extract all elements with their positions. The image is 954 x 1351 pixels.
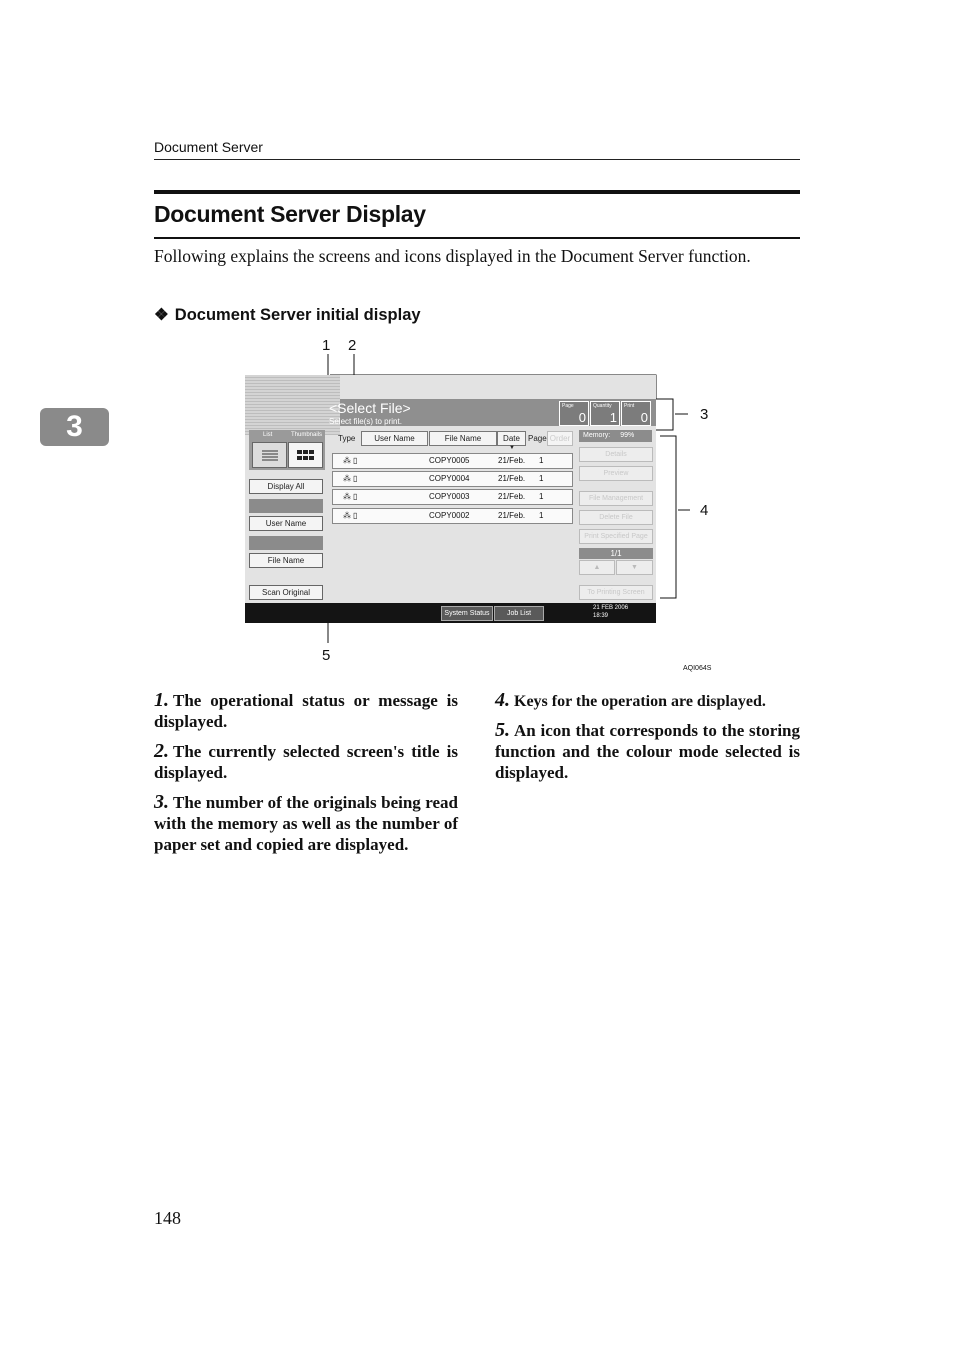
print-counter-value: 0 (640, 410, 648, 425)
callout-4: 4 (700, 502, 709, 519)
column-user-name[interactable]: User Name (361, 431, 428, 446)
callout-3: 3 (700, 406, 709, 423)
delete-file-button[interactable]: Delete File (579, 510, 653, 525)
intro-paragraph: Following explains the screens and icons displayed in the Document Server function. (154, 246, 751, 266)
chapter-tab: 3 (40, 408, 109, 446)
column-date[interactable]: Date (497, 431, 526, 446)
item-number: 4. (495, 689, 510, 711)
file-pages-cell: 1 (539, 456, 544, 465)
scan-original-button[interactable]: Scan Original (249, 585, 323, 600)
item-number: 2. (154, 740, 169, 762)
file-pages-cell: 1 (539, 511, 544, 520)
sub-heading-text: Document Server initial display (174, 306, 421, 324)
job-list-button[interactable]: Job List (494, 606, 544, 621)
tab-thumbnails-label: Thumbnails (291, 432, 323, 438)
page-number: 148 (154, 1208, 181, 1228)
item-4 (495, 690, 800, 712)
triangle-up-icon: ▲ (593, 564, 601, 571)
triangle-down-icon: ▼ (631, 564, 638, 571)
page-counter-value: 0 (578, 410, 586, 425)
document-icon: ▯ (353, 456, 358, 465)
system-time: 18:39 (593, 613, 609, 619)
file-management-button[interactable]: File Management (579, 491, 653, 506)
file-date-cell: 21/Feb. (498, 474, 526, 483)
item-number: 1. (154, 689, 169, 711)
quantity-counter-value: 1 (609, 410, 617, 425)
page-counter-label: Page (562, 403, 574, 409)
item-text: An icon that corresponds to the storing function and the colour mode selected is displayed. (495, 721, 800, 782)
file-name-cell: COPY0002 (429, 511, 470, 520)
page-down-button[interactable] (616, 560, 653, 575)
document-icon: ▯ (353, 474, 358, 483)
user-name-button[interactable]: User Name (249, 516, 323, 531)
column-type: Type (338, 434, 356, 443)
figure-code: AQI064S (683, 665, 712, 672)
item-text: Keys for the operation are displayed. (514, 693, 766, 710)
page-up-button[interactable] (579, 560, 615, 575)
list-icon (253, 443, 286, 467)
file-date-cell: 21/Feb. (498, 492, 526, 501)
file-pages-cell: 1 (539, 474, 544, 483)
page-counter (559, 401, 589, 426)
user-name-field (249, 499, 323, 513)
left-panel (249, 430, 325, 605)
item-1 (154, 690, 458, 732)
preview-button[interactable]: Preview (579, 466, 653, 481)
item-text: The operational status or message is displayed. (154, 691, 458, 731)
system-date: 21 FEB 2006 (593, 605, 629, 611)
screen-title: <Select File> (329, 400, 411, 416)
column-order[interactable]: Order (547, 431, 573, 446)
print-counter (621, 401, 651, 426)
page-indicator: 1/1 (579, 548, 653, 559)
thumbnail-grid-icon (289, 443, 322, 467)
file-name-cell: COPY0004 (429, 474, 470, 483)
diamond-bullet-icon: ❖ (154, 306, 169, 324)
file-row[interactable] (332, 489, 573, 505)
thumbnail-view-button[interactable] (288, 442, 323, 468)
column-file-name[interactable]: File Name (429, 431, 497, 446)
file-row[interactable] (332, 471, 573, 487)
file-row[interactable] (332, 453, 573, 469)
item-text: The number of the originals being read with the memory as well as the number of paper set and copied are displayed. (154, 793, 458, 854)
callout-1: 1 (322, 337, 331, 354)
file-name-button[interactable]: File Name (249, 553, 323, 568)
file-pages-cell: 1 (539, 492, 544, 501)
document-icon: ▯ (353, 492, 358, 501)
running-header: Document Server (154, 139, 263, 155)
item-3 (154, 792, 458, 855)
device-screen (245, 375, 656, 623)
section-title: Document Server Display (154, 201, 426, 227)
callout-2: 2 (348, 337, 357, 354)
view-tabs (249, 430, 325, 470)
document-icon: ▯ (353, 511, 358, 520)
file-row[interactable] (332, 508, 573, 524)
file-name-cell: COPY0003 (429, 492, 470, 501)
file-date-cell: 21/Feb. (498, 456, 526, 465)
tab-list-label: List (263, 432, 273, 438)
item-text: The currently selected screen's title is displayed. (154, 742, 458, 782)
item-2 (154, 741, 458, 783)
copy-color-icon: ⁂ (343, 474, 351, 483)
system-status-button[interactable]: System Status (441, 606, 493, 621)
right-panel (576, 430, 653, 602)
file-name-field (249, 536, 323, 550)
memory-label: Memory: (583, 432, 611, 439)
memory-indicator (579, 430, 652, 442)
memory-value: 99% (620, 432, 635, 439)
file-name-cell: COPY0005 (429, 456, 470, 465)
details-button[interactable]: Details (579, 447, 653, 462)
copy-bw-icon: ⁂ (343, 492, 351, 501)
item-number: 5. (495, 719, 510, 741)
quantity-counter-label: Quantity (593, 403, 612, 409)
column-page: Page (528, 434, 547, 443)
title-band-texture (245, 375, 340, 435)
display-all-button[interactable]: Display All (249, 479, 323, 494)
print-counter-label: Print (624, 403, 635, 409)
copy-bw-icon: ⁂ (343, 456, 351, 465)
file-list-header (333, 431, 573, 451)
copy-color-icon: ⁂ (343, 511, 351, 520)
quantity-counter (590, 401, 620, 426)
list-view-button[interactable] (252, 442, 287, 468)
to-printing-screen-button[interactable]: To Printing Screen (579, 585, 653, 600)
system-bar (245, 603, 656, 623)
sort-down-icon: ▼ (509, 445, 515, 451)
item-number: 3. (154, 791, 169, 813)
print-specified-page-button[interactable]: Print Specified Page (579, 529, 653, 544)
status-message: Select file(s) to print. (329, 417, 402, 426)
file-date-cell: 21/Feb. (498, 511, 526, 520)
item-5 (495, 720, 800, 783)
callout-5: 5 (322, 647, 331, 664)
